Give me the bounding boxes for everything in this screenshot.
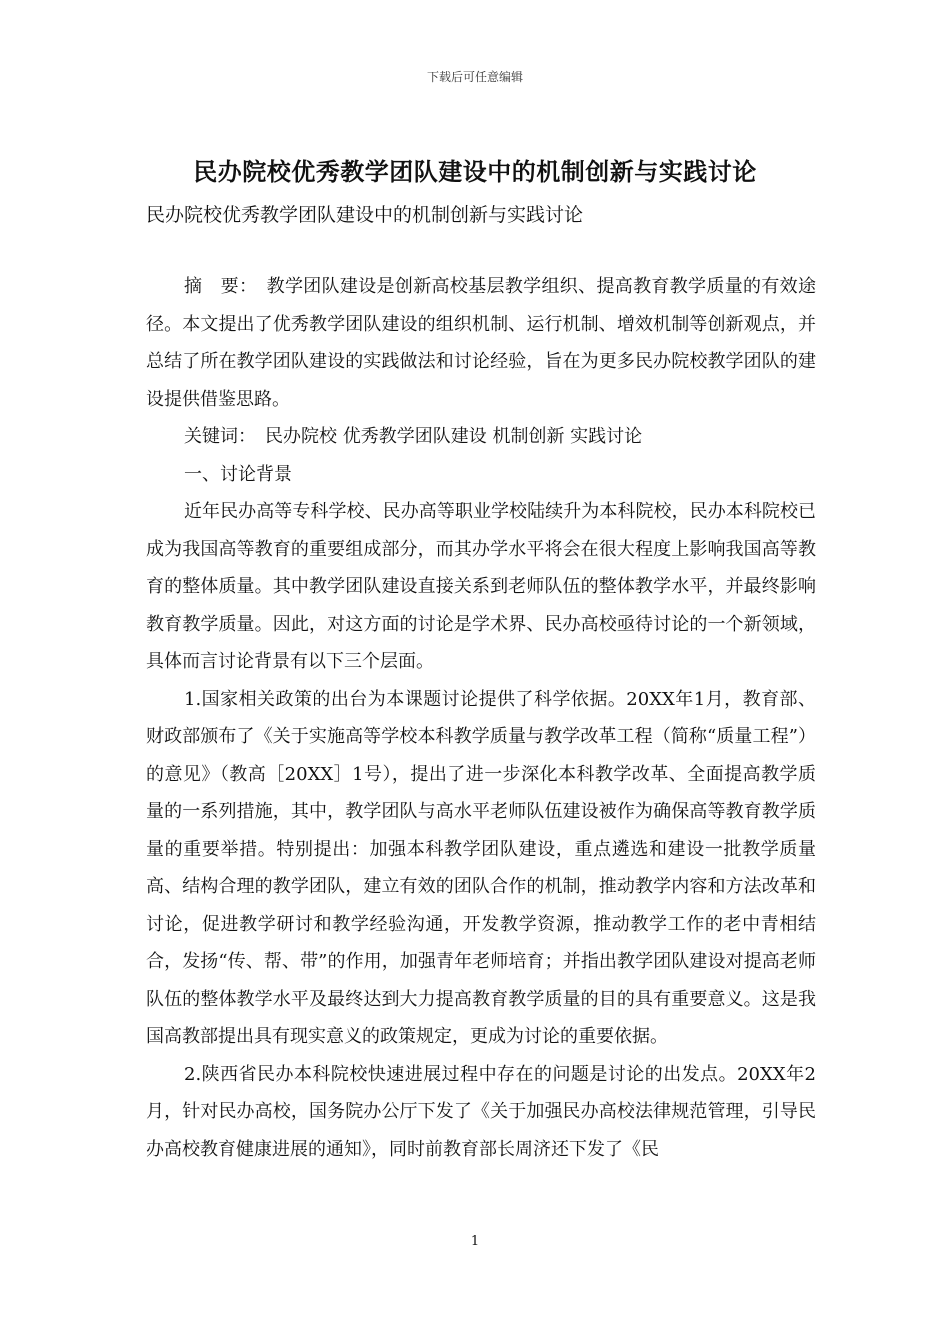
document-title: 民办院校优秀教学团队建设中的机制创新与实践讨论: [193, 157, 757, 186]
body-content: [146, 268, 816, 1168]
document-subtitle: 民办院校优秀教学团队建设中的机制创新与实践讨论: [146, 204, 584, 226]
section-heading: 一、讨论背景: [184, 463, 292, 485]
body-paragraph: 1.国家相关政策的出台为本课题讨论提供了科学依据。20XX年1月，教育部、财政部颁布了《关于实施高等学校本科教学质量与教学改革工程（简称“质量工程”）的意见》（教高［20XX］1号），提出了进一步深化本科教学改革、全面提高教学质量的一系列措施，其中，教学团队与高水平老师队伍建设被作为确保高等教育教学质量的重要举措。特别提出：加强本科教学团队建设，重点遴选和建设一批教学质量高、结构合理的教学团队，建立有效的团队合作的机制，推动教学内容和方法改革和讨论，促进教学研讨和教学经验沟通，开发教学资源，推动教学工作的老中青相结合，发扬“传、帮、带”的作用，加强青年老师培育；并指出教学团队建设对提高老师队伍的整体教学水平及最终达到大力提高教育教学质量的目的具有重要意义。这是我国高教部提出具有现实意义的政策规定，更成为讨论的重要依据。: [146, 688, 816, 1047]
page-number: 1: [470, 1234, 480, 1249]
page-header-note: 下载后可任意编辑: [426, 70, 523, 84]
body-paragraph: 2.陕西省民办本科院校快速进展过程中存在的问题是讨论的出发点。20XX年2月，针对民办高校，国务院办公厅下发了《关于加强民办高校法律规范管理，引导民办高校教育健康进展的通知》，同时前教育部长周济还下发了《民: [146, 1063, 816, 1160]
keywords-paragraph: 关键词： 民办院校 优秀教学团队建设 机制创新 实践讨论: [184, 426, 643, 447]
body-paragraph: 近年民办高等专科学校、民办高等职业学校陆续升为本科院校，民办本科院校已成为我国高等教育的重要组成部分，而其办学水平将会在很大程度上影响我国高等教育的整体质量。其中教学团队建设直接关系到老师队伍的整体教学水平，并最终影响教育教学质量。因此，对这方面的讨论是学术界、民办高校亟待讨论的一个新领域，具体而言讨论背景有以下三个层面。: [146, 501, 816, 672]
abstract-paragraph: 摘 要： 教学团队建设是创新高校基层教学组织、提高教育教学质量的有效途径。本文提出了优秀教学团队建设的组织机制、运行机制、增效机制等创新观点，并总结了所在教学团队建设的实践做法和讨论经验，旨在为更多民办院校教学团队的建设提供借鉴思路。: [146, 276, 816, 410]
